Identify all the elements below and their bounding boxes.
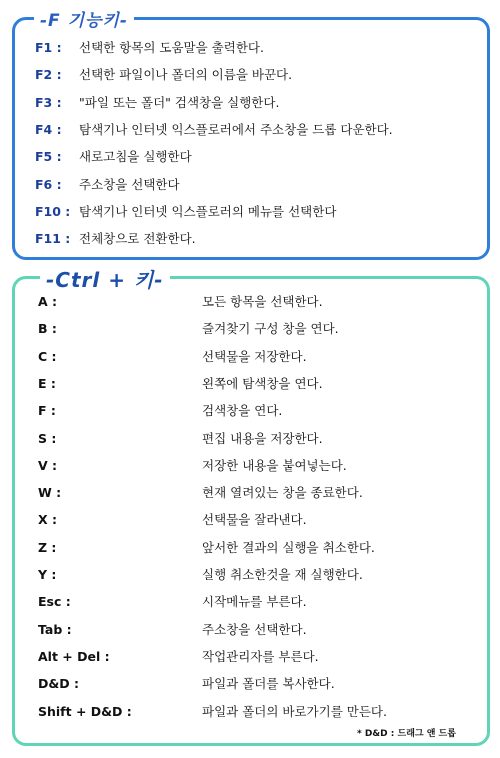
function-key-description: 선택한 항목의 도움말을 출력한다. [79, 40, 264, 55]
function-key-description: 전체창으로 전환한다. [79, 231, 196, 247]
ctrl-key-row [38, 702, 478, 722]
ctrl-key-row [38, 483, 478, 503]
function-key-row [35, 202, 336, 222]
ctrl-key-description: 작업관리자를 부른다. [202, 648, 319, 664]
ctrl-key-description: 파일과 폴더를 복사한다. [202, 676, 335, 692]
ctrl-key-row [38, 456, 478, 476]
ctrl-key-row [38, 401, 478, 421]
ctrl-key-description: 앞서한 결과의 실행을 취소한다. [202, 539, 375, 555]
ctrl-key-description: 현재 열려있는 창을 종료한다. [202, 485, 363, 501]
ctrl-key-row [38, 319, 478, 339]
ctrl-key-label: Shift + D&D : [38, 703, 132, 719]
ctrl-key-label: Y : [38, 567, 57, 582]
ctrl-key-row [38, 429, 478, 449]
function-key-description: 탐색기나 인터넷 익스플로러에서 주소창을 드롭 다운한다. [79, 121, 393, 137]
function-key-row [35, 147, 192, 167]
ctrl-key-label: A : [38, 294, 58, 309]
ctrl-key-label: X : [38, 512, 57, 528]
ctrl-key-label: D&D : [38, 676, 80, 692]
function-key-label: F10 : [35, 203, 71, 219]
function-key-label: F6 : [35, 176, 62, 192]
ctrl-key-description: 시작메뉴를 부른다. [202, 594, 307, 610]
ctrl-key-row [38, 374, 478, 394]
function-key-label: F4 : [35, 121, 62, 137]
ctrl-key-label: C : [38, 348, 57, 364]
ctrl-key-row [38, 347, 478, 367]
ctrl-key-label: Esc : [38, 594, 71, 610]
ctrl-key-description: 즐겨찾기 구성 창을 연다. [202, 321, 339, 337]
ctrl-key-label: V : [38, 457, 58, 473]
function-key-row [35, 38, 264, 58]
ctrl-key-row [38, 674, 478, 694]
ctrl-key-description: 편집 내용을 저장한다. [202, 430, 323, 446]
function-key-label: F5 : [35, 149, 62, 165]
ctrl-key-label: Tab : [38, 621, 72, 637]
function-key-description: 선택한 파일이나 폴더의 이름을 바꾼다. [79, 67, 293, 83]
ctrl-key-description: 선택물을 잘라낸다. [202, 512, 307, 528]
ctrl-key-label: F : [38, 403, 56, 419]
ctrl-key-description: 파일과 폴더의 바로가기를 만든다. [202, 703, 387, 719]
ctrl-key-row [38, 620, 478, 640]
function-key-label: F3 : [35, 94, 62, 110]
ctrl-key-description: 주소창을 선택한다. [202, 621, 307, 637]
ctrl-key-label: Z : [38, 539, 57, 555]
dnd-footnote: * D&D : 드래그 앤 드롭 [357, 729, 456, 739]
function-key-row [35, 175, 180, 195]
ctrl-key-row [38, 292, 478, 312]
ctrl-key-label: Alt + Del : [38, 648, 110, 664]
function-key-row [35, 65, 292, 85]
ctrl-key-description: 왼쪽에 탐색창을 연다. [202, 375, 323, 391]
function-key-label: F2 : [35, 67, 62, 83]
ctrl-key-label: W : [38, 485, 62, 501]
ctrl-key-title: -Ctrl + 키- [40, 264, 170, 293]
ctrl-key-row [38, 592, 478, 612]
function-key-row [35, 229, 196, 249]
ctrl-key-label: S : [38, 430, 57, 446]
ctrl-key-row [38, 510, 478, 530]
ctrl-key-row [38, 538, 478, 558]
function-key-label: F1 : [35, 40, 62, 55]
ctrl-key-label: B : [38, 321, 57, 337]
function-key-description: 주소창을 선택한다 [79, 176, 180, 192]
function-key-description: "파일 또는 폴더" 검색창을 실행한다. [79, 94, 280, 110]
ctrl-key-label: E : [38, 375, 56, 391]
ctrl-key-row [38, 647, 478, 667]
function-key-label: F11 : [35, 231, 71, 247]
function-key-row [35, 120, 393, 140]
ctrl-key-description: 검색창을 연다. [202, 403, 283, 419]
function-key-row [35, 93, 279, 113]
function-key-description: 새로고침을 실행한다 [79, 149, 192, 165]
ctrl-key-description: 실행 취소한것을 재 실행한다. [202, 567, 363, 582]
ctrl-key-description: 저장한 내용을 붙여넣는다. [202, 457, 347, 473]
ctrl-key-description: 모든 항목을 선택한다. [202, 294, 323, 309]
ctrl-key-row [38, 565, 478, 585]
ctrl-key-description: 선택물을 저장한다. [202, 348, 307, 364]
function-key-description: 탐색기나 인터넷 익스플로러의 메뉴를 선택한다 [79, 203, 337, 219]
function-key-title: -F 기능키- [34, 6, 134, 31]
